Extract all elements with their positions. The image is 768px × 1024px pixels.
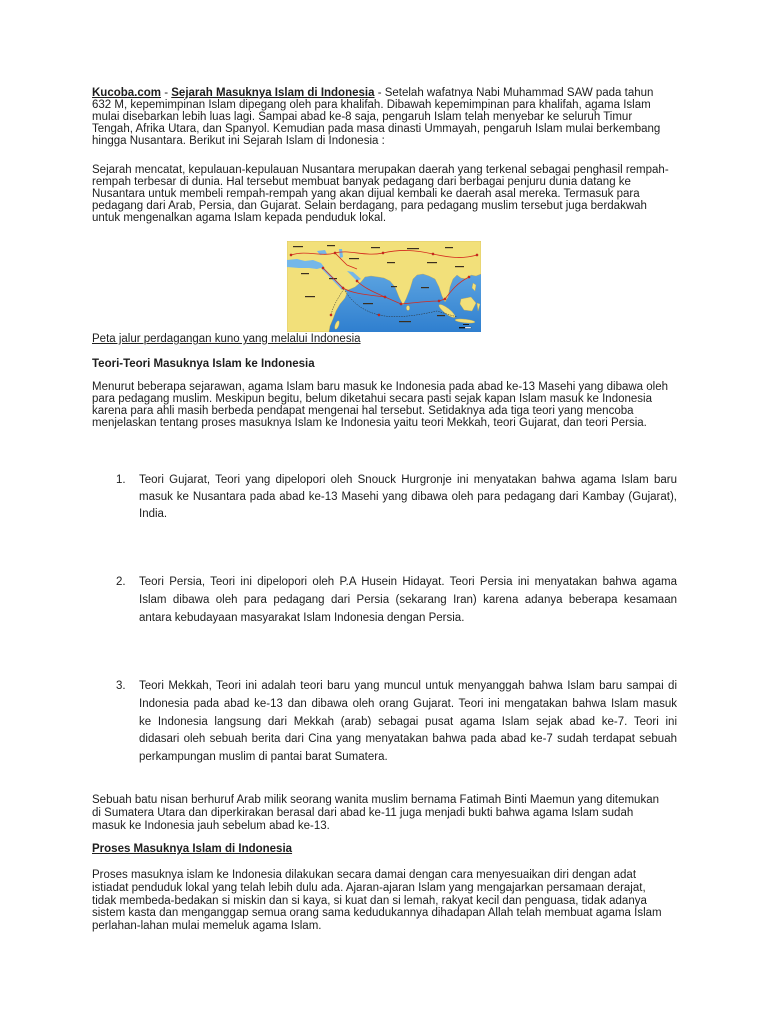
port-marker [356, 280, 358, 282]
paragraph-line: menjelaskan tentang proses masuknya Islam ke Indonesia yaitu teori Mekkah, teori Gujarat, dan teori Persia. [92, 417, 647, 429]
process-paragraph [92, 869, 662, 933]
map-label-mark [363, 303, 373, 304]
port-marker [290, 254, 292, 256]
port-marker [330, 314, 332, 316]
section-heading-text: Teori-Teori Masuknya Islam ke Indonesia [92, 358, 315, 370]
list-item-line: perkampungan muslim di pantai barat Sumatera. [139, 751, 388, 763]
gravestone-paragraph [92, 794, 659, 833]
scale-bar-segment [465, 327, 471, 328]
port-marker [322, 267, 324, 269]
paragraph-line: perlahan-lahan mulai memeluk agama Islam. [92, 920, 322, 932]
scale-bar-label-mark [463, 324, 469, 325]
section-heading-text: Proses Masuknya Islam di Indonesia [92, 843, 293, 855]
map-label-mark [427, 262, 437, 263]
paragraph-line: Sejarah mencatat, kepulauan-kepulauan Nusantara merupakan daerah yang terkenal sebagai penghasil rempah- [92, 164, 669, 176]
port-marker [444, 298, 446, 300]
section-heading [92, 843, 292, 855]
port-marker [400, 303, 402, 305]
list-item-line: Teori Mekkah, Teori ini adalah teori baru yang muncul untuk menyanggah bahwa Islam baru sampai di [139, 680, 677, 692]
intro-line [92, 87, 660, 99]
list-item-line: ke Indonesia langsung dari Mekkah (arab) sebagai pusat agama Islam sejak abad ke-7. Teori ini [139, 715, 677, 728]
paragraph-line: pedagang dari Arab, Persia, dan Gujarat. Selain berdagang, para pedagang muslim tersebut juga berdakwah [92, 200, 647, 212]
map-label-mark [407, 248, 419, 249]
paragraph-line: rempah terbesar di dunia. Hal tersebut membuat banyak pedagang dari berbagai penjuru dunia datang ke [92, 176, 631, 188]
list-item-line: Teori Gujarat, Teori yang dipelopori oleh Snouck Hurgronje ini menyatakan bahwa agama Islam baru [139, 474, 677, 486]
list-item-line: Teori Persia, Teori ini dipelopori oleh P.A Husein Hidayat. Teori Persia ini menyatakan bahwa agama [139, 576, 677, 588]
map-label-mark [327, 245, 335, 246]
paragraph-line: istiadat penduduk lokal yang telah lebih dulu ada. Ajaran-ajaran Islam yang mengajarkan persamaan derajat, [92, 881, 646, 894]
list-item-number: 1. [116, 474, 126, 486]
port-marker [468, 276, 470, 278]
map-caption [92, 333, 361, 345]
paragraph-line: karena para ahli masih berbeda pendapat mengenai hal tersebut. Setidaknya ada tiga teori yang mencoba [92, 405, 634, 417]
paragraph-line: Sebuah batu nisan berhuruf Arab milik seorang wanita muslim bernama Fatimah Binti Maemun yang ditemukan [92, 794, 659, 806]
separator: - [161, 87, 172, 99]
port-marker [432, 253, 434, 255]
paragraph-line: Nusantara untuk membeli rempah-rempah yang akan dijual kembali ke daerah asal mereka. Termasuk para [92, 188, 640, 200]
list-item-line: Indonesia pada abad ke-13 dan dibawa oleh orang Gujarat. Teori ini mengatakan bahwa Islam masuk [139, 697, 677, 710]
theories-intro-paragraph [92, 381, 668, 429]
list-item-text [139, 678, 677, 767]
paragraph-line: masuk ke Indonesia jauh sebelum abad ke-13. [92, 820, 330, 832]
list-item-line: India. [139, 508, 168, 520]
intro-line: Tengah, Afrika Utara, dan Spanyol. Kemudian pada masa dinasti Ummayah, pengaruh Islam mulai berkembang [92, 123, 661, 135]
map-label-mark [349, 258, 359, 259]
site-link[interactable]: Kucoba.com [92, 87, 162, 99]
port-marker [476, 254, 478, 256]
paragraph-line: sistem kasta dan menganggap semua orang sama kedudukannya dihadapan Allah telah membuat agama Islam [92, 907, 662, 920]
list-item-line: didasari oleh sebuah berita dari Cina yang menyatakan bahwa pada abad ke-7 sudah terdapat sebuah [139, 733, 677, 746]
list-item-line: antara kebudayaan masyarakat Islam Indonesia dengan Persia. [139, 612, 465, 624]
spice-trade-paragraph [92, 164, 669, 224]
paragraph-line: untuk mengenalkan agama Islam kepada penduduk lokal. [92, 212, 387, 224]
port-marker [384, 296, 386, 298]
port-marker [378, 314, 380, 316]
list-item-number: 3. [116, 680, 126, 692]
list-item-line: Islam dibawa oleh para pedagang dari Persia (sekarang Iran) karena adanya beberapa kesamaan [139, 594, 677, 606]
article-title-link[interactable]: Sejarah Masuknya Islam di Indonesia [171, 87, 375, 99]
intro-line: mulai disebarkan lebih luas lagi. Sampai abad ke-8 saja, pengaruh Islam telah menyebar ke seluruh Timur [92, 111, 633, 123]
map-label-mark [301, 273, 309, 274]
port-marker [334, 252, 336, 254]
map-label-mark [391, 286, 397, 287]
port-marker [382, 252, 384, 254]
port-marker [438, 300, 440, 302]
map-label-mark [455, 266, 464, 267]
intro-line: hingga Nusantara. Berikut ini Sejarah Islam di Indonesia : [92, 135, 385, 147]
map-label-mark [371, 247, 380, 248]
list-item-line: masuk ke Nusantara pada abad ke-13 Masehi yang dibawa oleh para pedagang dari Kambay (Gujarat), [139, 491, 677, 503]
paragraph-line: para pedagang muslim. Meskipun begitu, belum diketahui secara pasti sejak kapan Islam masuk ke Indonesia [92, 393, 652, 405]
paragraph-line: tidak membeda-bedakan si miskin dan si kaya, si kuat dan si lemah, rakyat kecil dan penguasa, tidak adanya [92, 894, 647, 907]
list-item-text [139, 472, 677, 523]
map-label-mark [399, 321, 411, 322]
port-marker [342, 287, 344, 289]
scale-bar-segment [459, 327, 465, 328]
map-caption-text: Peta jalur perdagangan kuno yang melalui Indonesia [92, 333, 361, 345]
map-label-mark [305, 296, 315, 297]
intro-paragraph [92, 87, 660, 147]
intro-line: 632 M, kepemimpinan Islam dipegang oleh para khalifah. Dibawah kepemimpinan para khalifah, agama Islam [92, 99, 651, 111]
section-heading [92, 358, 315, 370]
paragraph-line: Menurut beberapa sejarawan, agama Islam baru masuk ke Indonesia pada abad ke-13 Masehi yang dibawa oleh [92, 381, 668, 393]
map-label-mark [421, 287, 429, 288]
map-label-mark [437, 315, 445, 316]
map-label-mark [445, 247, 453, 248]
list-item-text [139, 573, 677, 627]
sri-lanka [406, 306, 409, 311]
trade-route-map-image [287, 241, 481, 332]
paragraph-line: Proses masuknya islam ke Indonesia dilakukan secara damai dengan cara menyesuaikan diri dengan adat [92, 869, 637, 881]
intro-line-text: - Setelah wafatnya Nabi Muhammad SAW pada tahun [374, 87, 654, 99]
map-label-mark [387, 262, 395, 263]
trade-route-map [287, 241, 481, 332]
list-item-number: 2. [116, 576, 126, 588]
map-label-mark [293, 246, 303, 247]
paragraph-line: di Sumatera Utara dan diperkirakan berasal dari abad ke-11 juga menjadi bukti bahwa agama Islam sudah [92, 807, 634, 819]
